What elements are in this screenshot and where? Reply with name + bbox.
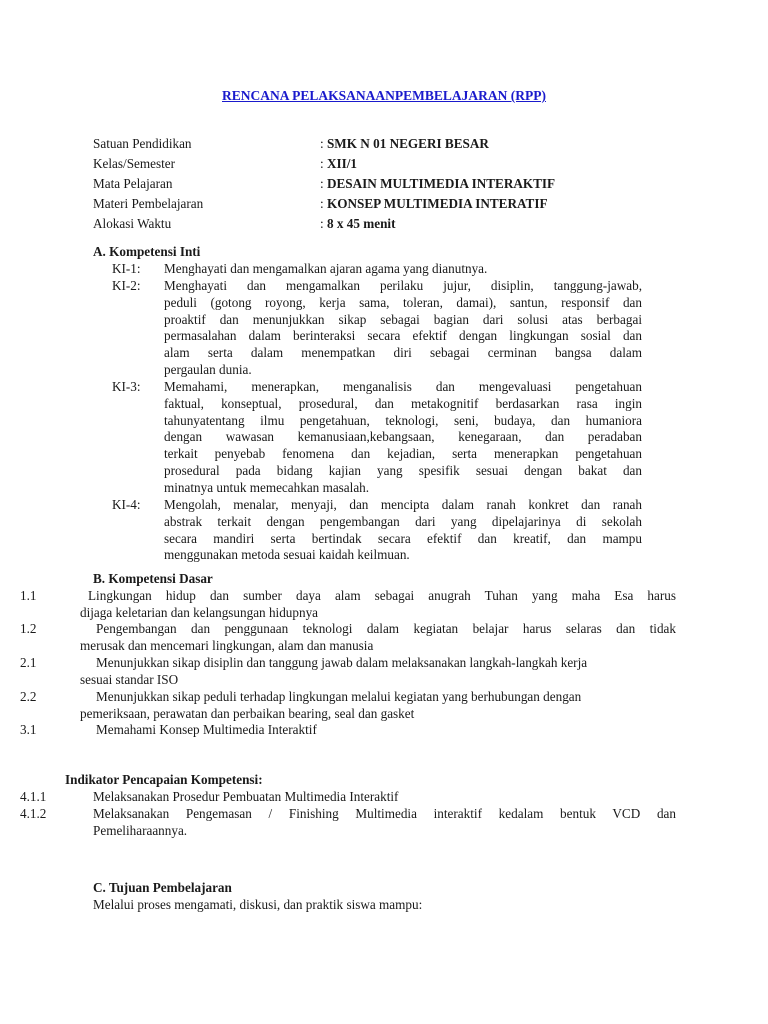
identity-label: Kelas/Semester	[93, 156, 176, 171]
identity-value-text: SMK N 01 NEGERI BESAR	[326, 136, 489, 151]
kd-line: pemeriksaan, perawatan dan perbaikan bearing, seal dan gasket	[80, 705, 415, 721]
ki-line: Menghayati dan mengamalkan ajaran agama yang dianutnya.	[164, 261, 488, 276]
section-b-heading: B. Kompetensi Dasar	[93, 571, 213, 586]
identity-label: Mata Pelajaran	[93, 176, 173, 191]
indikator-text	[93, 806, 676, 840]
kd-line: dijaga keletarian dan kelangsungan hidupnya	[80, 604, 319, 620]
ki-line: Memahami, menerapkan, menganalisis dan mengevaluasi pengetahuan	[164, 379, 642, 394]
ki-line: prosedural pada bidang kajian yang spesifik sesuai dengan bakat dan	[164, 462, 642, 478]
indikator-line: Pemeliharaannya.	[93, 822, 188, 838]
indikator-number: 4.1.2	[20, 806, 47, 821]
indikator-heading: Indikator Pencapaian Kompetensi:	[65, 772, 263, 787]
identity-label: Satuan Pendidikan	[93, 136, 192, 151]
ki-text	[164, 261, 642, 278]
kd-number: 1.2	[20, 621, 37, 636]
kd-number: 2.2	[20, 689, 37, 704]
indikator-line: Melaksanakan Pengemasan / Finishing Multimedia interaktif kedalam bentuk VCD dan	[93, 806, 676, 821]
indikator-text	[93, 789, 676, 806]
kd-number: 1.1	[20, 588, 37, 603]
identity-value: : 8 x 45 menit	[320, 216, 396, 231]
ki-line: alam serta dalam menempatkan diri sebagai cerminan bangsa dalam	[164, 345, 642, 361]
section-a-heading: A. Kompetensi Inti	[93, 244, 201, 259]
ki-line: dengan wawasan kemanusiaan,kebangsaan, kenegaraan, dan peradaban	[164, 429, 642, 445]
section-c-heading: C. Tujuan Pembelajaran	[93, 880, 232, 895]
ki-code: KI-1:	[112, 261, 141, 276]
ki-text	[164, 379, 642, 497]
ki-line: secara mandiri serta bertindak secara efektif dan kreatif, dan mampu	[164, 530, 642, 546]
identity-value: : KONSEP MULTIMEDIA INTERATIF	[320, 196, 548, 211]
ki-line: Menghayati dan mengamalkan perilaku jujur, disiplin, tanggung-jawab,	[164, 278, 642, 293]
kd-text	[80, 588, 676, 622]
ki-code: KI-2:	[112, 278, 141, 293]
identity-value-text: 8 x 45 menit	[326, 216, 396, 231]
ki-code: KI-3:	[112, 379, 141, 394]
kd-line: Menunjukkan sikap disiplin dan tanggung jawab dalam melaksanakan langkah-langkah kerja	[96, 655, 588, 670]
ki-line: permasalahan dalam berinteraksi secara efektif dengan lingkungan sosial dan	[164, 328, 642, 344]
ki-line: menggunakan metoda sesuai kaidah keilmuan.	[164, 547, 410, 563]
identity-value-text: KONSEP MULTIMEDIA INTERATIF	[326, 196, 548, 211]
section-c-intro: Melalui proses mengamati, diskusi, dan praktik siswa mampu:	[93, 897, 423, 912]
ki-line: pergaulan dunia.	[164, 361, 252, 377]
ki-code: KI-4:	[112, 497, 141, 512]
document-title: RENCANA PELAKSANAANPEMBELAJARAN (RPP)	[222, 88, 546, 103]
ki-line: minatnya untuk memecahkan masalah.	[164, 479, 370, 495]
ki-line: faktual, konseptual, prosedural, dan metakognitif berdasarkan rasa ingin	[164, 395, 642, 411]
kd-text	[80, 689, 676, 723]
kd-number: 3.1	[20, 722, 37, 737]
kd-line: Menunjukkan sikap peduli terhadap lingkungan melalui kegiatan yang berhubungan dengan	[96, 689, 582, 704]
kd-number: 2.1	[20, 655, 37, 670]
identity-label: Alokasi Waktu	[93, 216, 172, 231]
ki-line: abstrak terkait dengan pengembangan dari yang dipelajarinya di sekolah	[164, 513, 642, 529]
identity-value: : DESAIN MULTIMEDIA INTERAKTIF	[320, 176, 556, 191]
ki-text	[164, 497, 642, 564]
ki-line: terkait penyebab fenomena dan kejadian, serta menerapkan pengetahuan	[164, 446, 642, 462]
ki-line: Mengolah, menalar, menyaji, dan mencipta dalam ranah konkret dan ranah	[164, 497, 642, 512]
identity-value-text: XII/1	[326, 156, 358, 171]
identity-label: Materi Pembelajaran	[93, 196, 204, 211]
identity-value-text: DESAIN MULTIMEDIA INTERAKTIF	[326, 176, 556, 191]
ki-line: tahunyatentang ilmu pengetahuan, teknologi, seni, budaya, dan humaniora	[164, 412, 642, 428]
ki-line: peduli (gotong royong, kerja sama, toleran, damai), santun, responsif dan	[164, 294, 642, 310]
kd-text	[80, 722, 676, 739]
kd-line: Lingkungan hidup dan sumber daya alam sebagai anugrah Tuhan yang maha Esa harus	[88, 588, 676, 603]
indikator-line: Melaksanakan Prosedur Pembuatan Multimedia Interaktif	[93, 789, 399, 804]
kd-text	[80, 655, 676, 689]
kd-line: sesuai standar ISO	[80, 671, 179, 687]
kd-text	[80, 621, 676, 655]
kd-line: Memahami Konsep Multimedia Interaktif	[96, 722, 317, 737]
kd-line: merusak dan mencemari lingkungan, alam dan manusia	[80, 637, 374, 653]
ki-text	[164, 278, 642, 379]
identity-value: : XII/1	[320, 156, 358, 171]
kd-line: Pengembangan dan penggunaan teknologi dalam kegiatan belajar harus selaras dan tidak	[96, 621, 676, 636]
ki-line: proaktif dan menunjukkan sikap sebagai bagian dari solusi atas berbagai	[164, 311, 642, 327]
indikator-number: 4.1.1	[20, 789, 47, 804]
identity-value: : SMK N 01 NEGERI BESAR	[320, 136, 489, 151]
